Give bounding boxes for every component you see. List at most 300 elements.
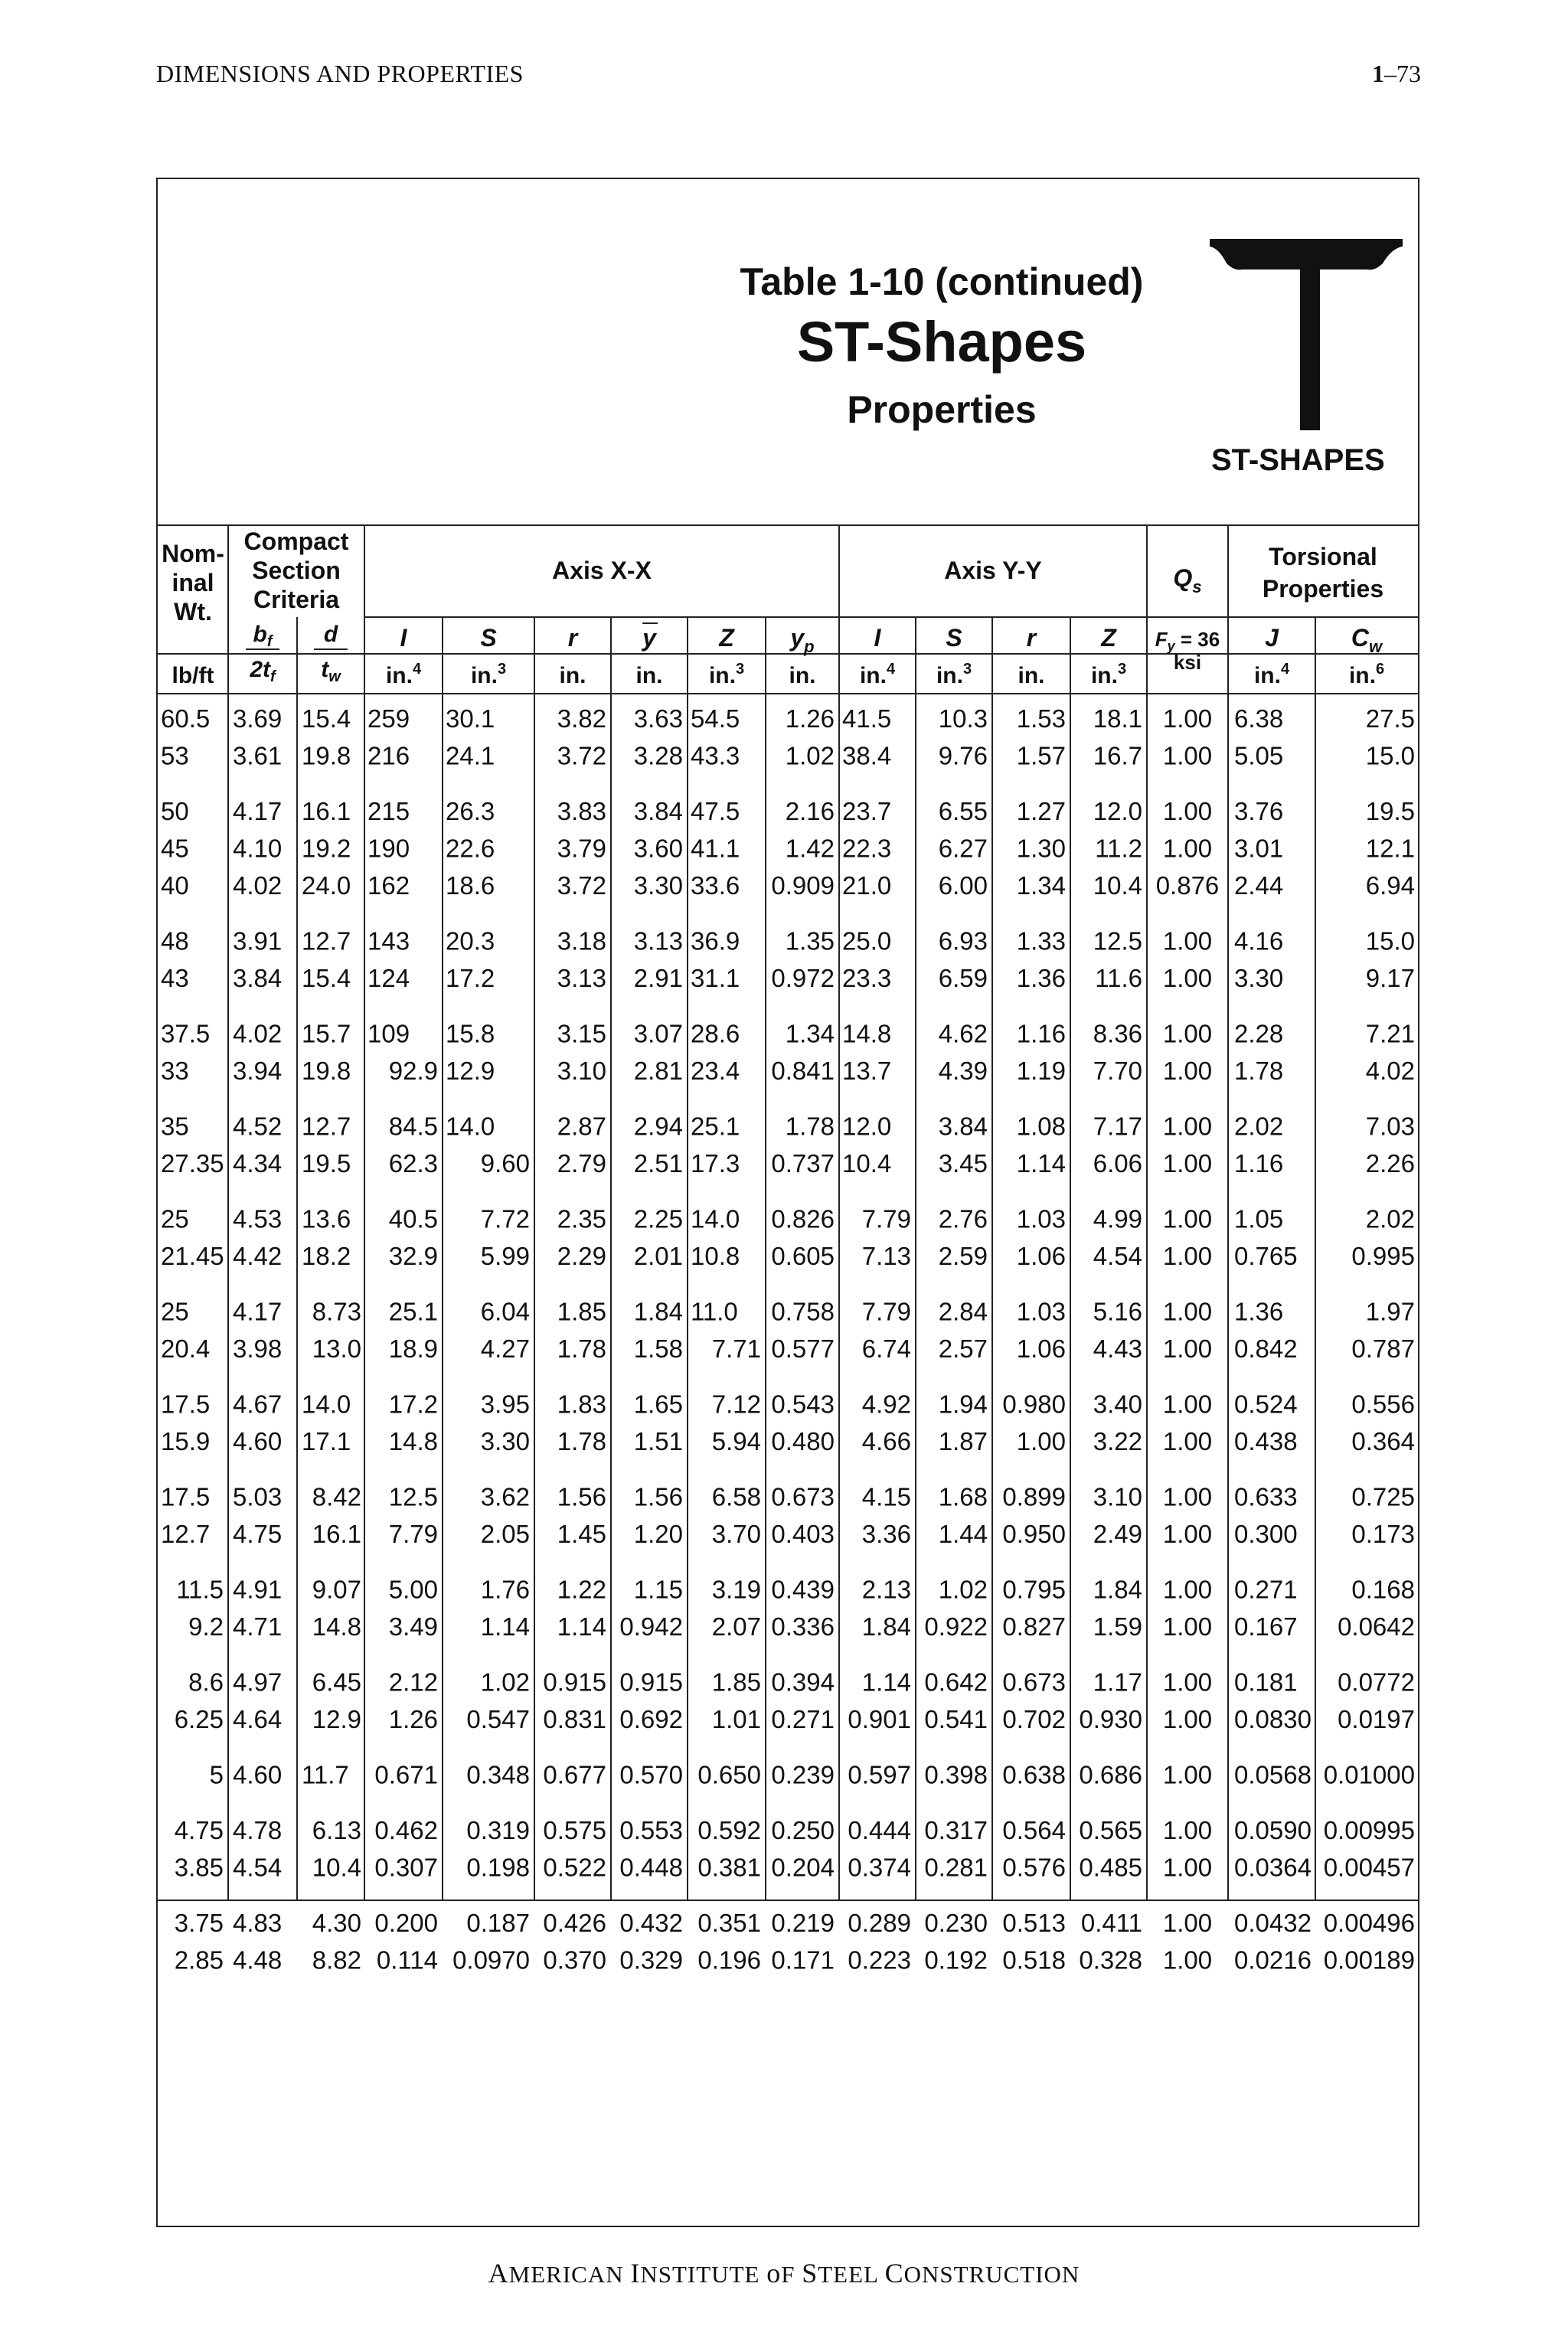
table-cell: 4.10	[233, 834, 283, 863]
nominal-weight-cell: 8.6	[188, 1668, 224, 1697]
table-cell: 1.00	[1162, 1204, 1213, 1233]
table-cell: 0.411	[1080, 1909, 1142, 1937]
table-cell: 6.58	[711, 1482, 761, 1511]
nominal-weight-cell: 35	[161, 1112, 189, 1141]
table-cell: 8.73	[312, 1297, 361, 1326]
table-cell: 0.374	[848, 1853, 911, 1882]
table-cell: 3.84	[233, 964, 283, 992]
table-cell: 0.702	[1002, 1705, 1066, 1733]
table-cell: 1.00	[1162, 1297, 1213, 1326]
table-cell: 14.8	[312, 1612, 361, 1641]
table-cell: 25.0	[842, 926, 892, 956]
table-cell: 1.02	[785, 741, 835, 770]
table-cell: 17.2	[446, 964, 495, 992]
table-cell: 3.82	[557, 704, 606, 733]
column-symbol: Z	[1101, 624, 1116, 652]
table-cell: 0.381	[697, 1853, 761, 1882]
table-cell: 1.17	[1093, 1668, 1142, 1697]
nominal-weight-cell: 37.5	[161, 1019, 211, 1048]
table-cell: 3.72	[557, 871, 606, 900]
table-cell: 1.22	[557, 1575, 606, 1604]
table-cell: 2.51	[633, 1149, 683, 1178]
table-cell: 92.9	[388, 1057, 438, 1085]
table-cell: 10.8	[691, 1242, 740, 1270]
table-cell: 3.10	[557, 1057, 606, 1085]
table-cell: 6.45	[312, 1668, 361, 1697]
table-cell: 0.522	[543, 1853, 606, 1882]
table-cell: 0.168	[1351, 1575, 1415, 1604]
table-cell: 22.6	[446, 834, 495, 863]
table-cell: 0.972	[771, 964, 835, 992]
table-cell: 6.93	[938, 926, 988, 956]
table-cell: 11.0	[691, 1297, 738, 1326]
table-cell: 1.00	[1162, 1853, 1213, 1882]
table-cell: 9.60	[480, 1149, 530, 1178]
table-cell: 12.1	[1365, 834, 1415, 863]
table-cell: 1.00	[1162, 1334, 1213, 1363]
table-cell: 2.02	[1234, 1112, 1284, 1141]
table-cell: 15.8	[446, 1019, 495, 1048]
table-cell: 1.00	[1162, 1482, 1213, 1511]
table-cell: 6.27	[938, 834, 988, 863]
nominal-weight-cell: 25	[161, 1297, 189, 1326]
table-cell: 7.72	[480, 1204, 530, 1233]
table-cell: 1.00	[1162, 926, 1213, 956]
table-cell: 3.70	[711, 1520, 761, 1548]
table-cell: 7.13	[861, 1242, 911, 1270]
table-cell: 0.271	[771, 1705, 835, 1733]
table-cell: 0.980	[1002, 1390, 1066, 1419]
nominal-weight-cell: 40	[161, 871, 189, 900]
table-cell: 19.5	[1365, 797, 1415, 825]
table-cell: 17.1	[302, 1427, 351, 1455]
table-cell: 0.556	[1351, 1390, 1415, 1419]
table-cell: 0.765	[1234, 1242, 1298, 1270]
table-cell: 4.17	[233, 797, 283, 825]
table-cell: 2.44	[1234, 871, 1284, 900]
table-cell: 15.4	[302, 964, 351, 992]
table-cell: 2.76	[938, 1204, 988, 1233]
table-cell: 3.63	[633, 704, 683, 733]
table-cell: 84.5	[388, 1112, 438, 1141]
table-cell: 8.42	[312, 1482, 361, 1511]
table-cell: 11.7	[302, 1760, 349, 1789]
table-cell: 4.30	[312, 1909, 361, 1937]
table-cell: 216	[368, 741, 410, 770]
table-cell: 4.54	[1093, 1242, 1142, 1270]
table-cell: 2.49	[1093, 1520, 1142, 1548]
table-cell: 0.432	[619, 1909, 683, 1937]
torsional-header: Properties	[1262, 575, 1384, 603]
table-cell: 7.21	[1365, 1019, 1415, 1048]
table-cell: 1.51	[633, 1427, 683, 1455]
table-cell: 0.565	[1079, 1816, 1142, 1844]
unit-ksi: ksi	[1173, 651, 1202, 674]
table-cell: 0.480	[771, 1427, 835, 1455]
table-cell: 0.0970	[452, 1945, 530, 1975]
table-cell: 4.83	[233, 1909, 283, 1937]
table-cell: 12.0	[1093, 797, 1142, 825]
unit-label: in.$^6$	[1348, 661, 1385, 688]
table-cell: 8.82	[312, 1945, 361, 1975]
table-cell: 2.12	[388, 1668, 438, 1697]
table-cell: 3.84	[633, 797, 683, 825]
table-cell: 36.9	[691, 926, 740, 956]
table-cell: 0.795	[1002, 1575, 1066, 1604]
table-cell: 30.1	[446, 704, 495, 733]
table-cell: 0.192	[924, 1945, 988, 1975]
table-cell: 0.00189	[1323, 1945, 1415, 1975]
table-cell: 0.181	[1234, 1668, 1298, 1697]
table-number: Table 1-10 (continued)	[740, 260, 1144, 303]
unit-label: in.	[559, 663, 586, 688]
table-cell: 40.5	[388, 1204, 438, 1233]
table-cell: 4.99	[1093, 1204, 1142, 1233]
table-cell: 0.673	[1002, 1668, 1066, 1697]
table-cell: 259	[368, 704, 410, 733]
table-cell: 3.49	[388, 1612, 438, 1641]
table-cell: 17.2	[388, 1390, 438, 1419]
nominal-weight-cell: 4.75	[174, 1816, 224, 1844]
nominal-weight-cell: 17.5	[161, 1482, 211, 1511]
table-cell: 0.577	[771, 1334, 835, 1363]
table-cell: 3.61	[233, 741, 283, 770]
table-cell: 7.12	[711, 1390, 761, 1419]
table-cell: 6.59	[938, 964, 988, 992]
table-cell: 7.70	[1093, 1057, 1142, 1085]
table-cell: 4.43	[1093, 1334, 1142, 1363]
table-cell: 2.94	[633, 1112, 683, 1141]
table-cell: 6.00	[938, 871, 988, 900]
table-cell: 3.72	[557, 741, 606, 770]
table-cell: 1.15	[633, 1575, 683, 1604]
table-cell: 0.686	[1079, 1760, 1142, 1789]
table-cell: 6.38	[1234, 704, 1284, 733]
column-symbol: I	[874, 624, 881, 652]
column-symbol: S	[480, 624, 497, 652]
table-cell: 1.00	[1162, 1057, 1213, 1085]
table-cell: 0.642	[924, 1668, 988, 1697]
table-cell: 1.08	[1016, 1112, 1066, 1141]
table-cell: 0.899	[1002, 1482, 1066, 1511]
table-cell: 2.16	[785, 797, 835, 825]
nominal-weight-cell: 50	[161, 797, 189, 825]
table-cell: 1.33	[1016, 926, 1066, 956]
table-cell: 0.950	[1002, 1520, 1066, 1548]
table-cell: 0.737	[771, 1149, 835, 1178]
shape-label: ST-SHAPES	[1211, 443, 1385, 477]
table-cell: 1.84	[1093, 1575, 1142, 1604]
table-cell: 43.3	[691, 741, 740, 770]
table-cell: 6.94	[1365, 871, 1415, 900]
unit-label: in.	[635, 663, 663, 688]
table-cell: 1.34	[1016, 871, 1066, 900]
table-cell: 1.02	[480, 1668, 530, 1697]
nominal-weight-cell: 5	[209, 1760, 224, 1789]
table-cell: 1.03	[1016, 1297, 1066, 1326]
table-cell: 22.3	[842, 834, 892, 863]
table-cell: 0.00995	[1323, 1816, 1415, 1844]
table-cell: 0.198	[466, 1853, 530, 1882]
table-cell: 0.547	[466, 1705, 530, 1733]
table-cell: 4.15	[861, 1482, 911, 1511]
table-cell: 0.758	[771, 1297, 835, 1326]
table-cell: 0.673	[771, 1482, 835, 1511]
table-cell: 0.300	[1234, 1520, 1298, 1548]
compact-criteria-header: Criteria	[253, 586, 340, 613]
table-cell: 1.00	[1162, 1520, 1213, 1548]
table-cell: 7.71	[711, 1334, 761, 1363]
table-cell: 1.35	[785, 926, 835, 956]
table-cell: 0.0216	[1234, 1945, 1312, 1975]
table-cell: 54.5	[691, 704, 740, 733]
table-cell: 0.0197	[1338, 1705, 1415, 1733]
table-cell: 3.94	[233, 1057, 283, 1085]
symbol-y-bar: y	[642, 624, 656, 652]
table-cell: 3.91	[233, 926, 283, 956]
column-symbol: J	[1265, 624, 1279, 652]
table-cell: 0.394	[771, 1668, 835, 1697]
unit-label: in.$^4$	[1253, 661, 1290, 688]
table-cell: 0.317	[924, 1816, 988, 1844]
table-cell: 5.03	[233, 1482, 283, 1511]
table-cell: 4.27	[480, 1334, 530, 1363]
table-cell: 15.0	[1365, 741, 1415, 770]
table-cell: 1.00	[1162, 1816, 1213, 1844]
fraction-numerator: d	[323, 622, 338, 647]
nominal-weight-cell: 17.5	[161, 1390, 211, 1419]
table-cell: 1.14	[861, 1668, 911, 1697]
table-cell: 0.281	[924, 1853, 988, 1882]
table-cell: 1.26	[388, 1705, 438, 1733]
table-cell: 1.87	[938, 1427, 988, 1455]
table-cell: 3.98	[233, 1334, 283, 1363]
compact-criteria-header: Section	[252, 557, 341, 584]
table-cell: 0.319	[466, 1816, 530, 1844]
table-cell: 38.4	[842, 741, 892, 770]
table-cell: 1.00	[1162, 1668, 1213, 1697]
table-cell: 4.60	[233, 1427, 283, 1455]
table-cell: 0.0590	[1234, 1816, 1312, 1844]
table-cell: 1.01	[711, 1705, 761, 1733]
table-cell: 4.60	[233, 1760, 283, 1789]
table-cell: 0.00457	[1323, 1853, 1415, 1882]
table-cell: 26.3	[446, 797, 495, 825]
unit-label: in.$^3$	[708, 661, 745, 688]
nominal-weight-cell: 3.75	[174, 1909, 224, 1937]
footer-word: oF	[766, 2258, 795, 2288]
table-cell: 0.01000	[1323, 1760, 1415, 1789]
table-cell: 1.85	[711, 1668, 761, 1697]
table-cell: 1.00	[1162, 964, 1213, 992]
table-cell: 0.230	[924, 1909, 988, 1937]
page-chapter: 1	[1372, 60, 1384, 87]
table-cell: 14.0	[302, 1390, 351, 1419]
table-cell: 0.827	[1002, 1612, 1066, 1641]
table-title: ST-Shapes	[796, 310, 1087, 374]
table-cell: 0.597	[848, 1760, 911, 1789]
table-cell: 1.03	[1016, 1204, 1066, 1233]
table-cell: 1.00	[1162, 1909, 1213, 1937]
nominal-weight-cell: 12.7	[161, 1520, 211, 1548]
table-cell: 13.0	[312, 1334, 361, 1363]
table-cell: 0.671	[374, 1760, 438, 1789]
table-cell: 0.541	[924, 1705, 988, 1733]
table-cell: 1.00	[1162, 1760, 1213, 1789]
nominal-weight-cell: 11.5	[176, 1575, 224, 1604]
table-cell: 0.0364	[1234, 1853, 1312, 1882]
table-cell: 4.92	[861, 1390, 911, 1419]
table-cell: 23.3	[842, 964, 892, 992]
table-cell: 4.64	[233, 1705, 283, 1733]
table-cell: 33.6	[691, 871, 740, 900]
table-cell: 2.02	[1365, 1204, 1415, 1233]
table-cell: 7.79	[861, 1204, 911, 1233]
table-cell: 0.462	[374, 1816, 438, 1844]
nominal-weight-cell: 33	[161, 1057, 189, 1085]
unit-label: in.$^4$	[859, 661, 896, 688]
table-cell: 4.42	[233, 1242, 283, 1270]
table-cell: 2.26	[1365, 1149, 1415, 1178]
table-cell: 18.9	[388, 1334, 438, 1363]
table-cell: 2.81	[633, 1057, 683, 1085]
fraction-denominator: $2t_f$	[250, 657, 276, 685]
nominal-weight-cell: 25	[161, 1204, 189, 1233]
table-cell: 1.34	[785, 1019, 835, 1048]
table-cell: 1.14	[557, 1612, 606, 1641]
unit-label: in.	[1018, 663, 1045, 688]
table-cell: 0.250	[771, 1816, 835, 1844]
table-cell: 32.9	[388, 1242, 438, 1270]
fy-symbol: $F_y = 36$	[1155, 628, 1220, 654]
table-cell: 8.36	[1093, 1019, 1142, 1048]
table-cell: 0.922	[924, 1612, 988, 1641]
table-cell: 190	[368, 834, 410, 863]
table-cell: 0.173	[1351, 1520, 1415, 1548]
table-cell: 0.348	[466, 1760, 530, 1789]
nominal-weight-cell: 15.9	[161, 1427, 211, 1455]
table-cell: 4.16	[1234, 926, 1284, 956]
table-cell: 9.07	[312, 1575, 361, 1604]
table-cell: 7.03	[1365, 1112, 1415, 1141]
table-cell: 1.20	[633, 1520, 683, 1548]
table-cell: 0.564	[1002, 1816, 1066, 1844]
table-cell: 1.94	[938, 1390, 988, 1419]
table-cell: 5.00	[388, 1575, 438, 1604]
table-cell: 2.25	[633, 1204, 683, 1233]
table-cell: 2.84	[938, 1297, 988, 1326]
table-cell: 16.1	[312, 1520, 361, 1548]
table-cell: 1.00	[1162, 1705, 1213, 1733]
nominal-weight-cell: 53	[161, 741, 189, 770]
table-cell: 14.0	[446, 1112, 495, 1141]
table-cell: 0.831	[543, 1705, 606, 1733]
table-cell: 0.0568	[1234, 1760, 1312, 1789]
table-cell: 24.1	[446, 741, 495, 770]
table-cell: 1.05	[1234, 1204, 1284, 1233]
table-cell: 0.351	[697, 1909, 761, 1937]
table-cell: 19.5	[302, 1149, 351, 1178]
table-cell: 0.692	[619, 1705, 683, 1733]
table-cell: 1.78	[1234, 1057, 1284, 1085]
table-cell: 0.901	[848, 1705, 911, 1733]
table-cell: 1.00	[1162, 797, 1213, 825]
table-cell: 0.524	[1234, 1390, 1298, 1419]
symbol-yp: $y_p$	[790, 624, 815, 656]
table-cell: 0.370	[543, 1945, 606, 1975]
table-cell: 143	[368, 926, 410, 956]
table-cell: 13.7	[842, 1057, 892, 1085]
table-cell: 12.9	[446, 1057, 495, 1085]
table-cell: 6.55	[938, 797, 988, 825]
table-cell: 0.187	[466, 1909, 530, 1937]
table-cell: 15.0	[1365, 926, 1415, 956]
table-cell: 3.30	[1234, 964, 1284, 992]
table-cell: 1.84	[861, 1612, 911, 1641]
table-cell: 0.909	[771, 871, 835, 900]
page-dash: –	[1384, 60, 1396, 87]
unit-label: in.	[789, 663, 816, 688]
table-cell: 1.00	[1162, 741, 1213, 770]
table-cell: 3.13	[633, 926, 683, 956]
table-cell: 0.787	[1351, 1334, 1415, 1363]
table-cell: 1.14	[480, 1612, 530, 1641]
table-cell: 0.398	[924, 1760, 988, 1789]
table-cell: 2.07	[711, 1612, 761, 1641]
table-cell: 4.67	[233, 1390, 283, 1419]
table-cell: 11.2	[1095, 834, 1142, 863]
table-cell: 0.513	[1002, 1909, 1066, 1937]
table-cell: 2.35	[557, 1204, 606, 1233]
page-num: 73	[1396, 60, 1421, 87]
footer-word: INSTITUTE	[630, 2258, 760, 2288]
table-cell: 0.403	[771, 1520, 835, 1548]
nominal-weight-cell: 27.35	[161, 1149, 224, 1178]
table-cell: 21.0	[842, 871, 892, 900]
table-cell: 6.13	[312, 1816, 361, 1844]
table-cell: 1.00	[1162, 1149, 1213, 1178]
table-cell: 4.78	[233, 1816, 283, 1844]
table-cell: 9.17	[1365, 964, 1415, 992]
table-cell: 14.8	[842, 1019, 892, 1048]
table-cell: 12.7	[302, 1112, 351, 1141]
table-cell: 0.171	[771, 1945, 835, 1975]
table-cell: 0.364	[1351, 1427, 1415, 1455]
table-cell: 28.6	[691, 1019, 740, 1048]
table-cell: 2.05	[480, 1520, 530, 1548]
table-cell: 0.239	[771, 1760, 835, 1789]
table-cell: 4.71	[233, 1612, 283, 1641]
table-cell: 2.91	[633, 964, 683, 992]
footer-word: AMERICAN	[488, 2258, 624, 2288]
table-cell: 18.1	[1093, 704, 1142, 733]
table-cell: 1.56	[633, 1482, 683, 1511]
column-symbol: Z	[719, 624, 734, 652]
table-cell: 1.84	[633, 1297, 683, 1326]
table-cell: 1.00	[1162, 1019, 1213, 1048]
table-cell: 0.223	[848, 1945, 911, 1975]
table-cell: 1.00	[1162, 1575, 1213, 1604]
table-cell: 0.00496	[1323, 1909, 1415, 1937]
table-cell: 18.6	[446, 871, 495, 900]
table-cell: 4.75	[233, 1520, 283, 1548]
table-cell: 0.915	[543, 1668, 606, 1697]
table-cell: 0.439	[771, 1575, 835, 1604]
table-cell: 3.84	[938, 1112, 988, 1141]
table-cell: 0.114	[376, 1945, 438, 1975]
table-cell: 1.19	[1016, 1057, 1066, 1085]
table-cell: 7.79	[388, 1520, 438, 1548]
